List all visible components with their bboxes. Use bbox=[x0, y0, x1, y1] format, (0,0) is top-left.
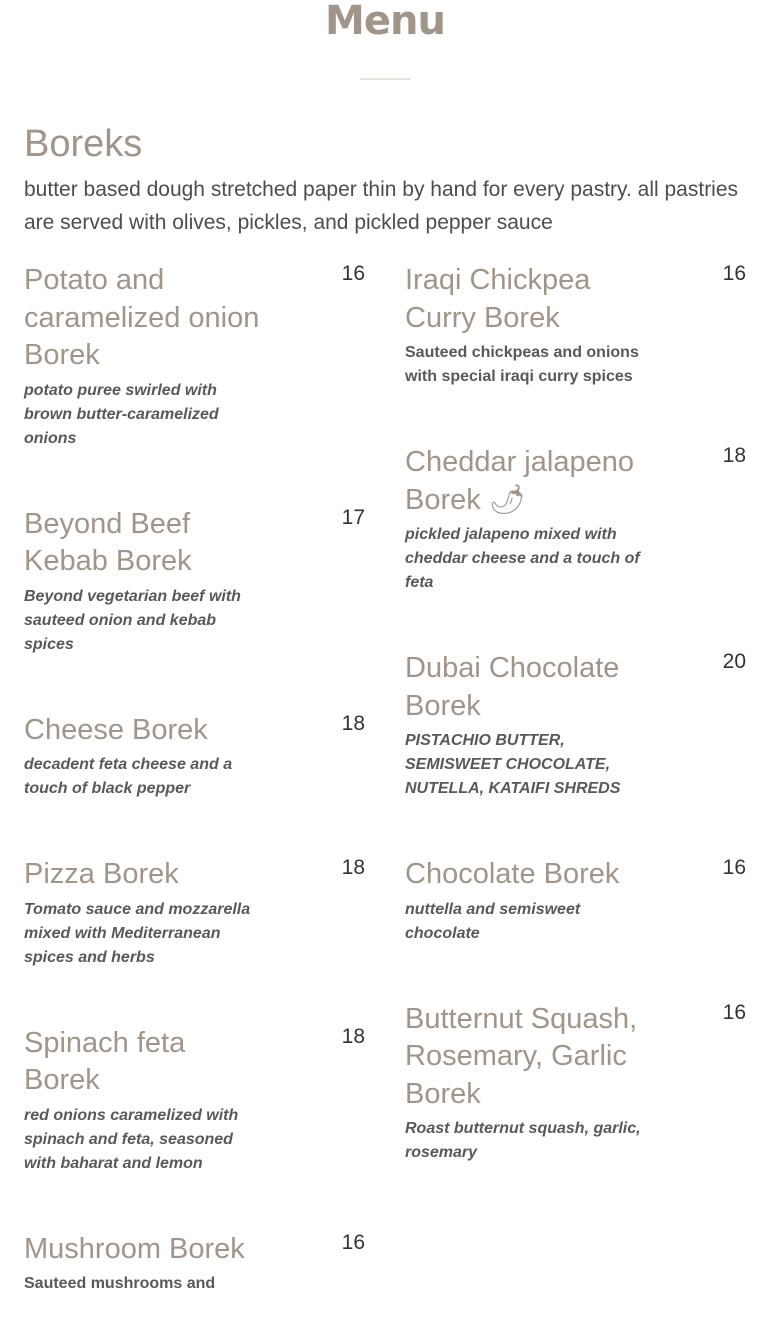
item-name: Iraqi Chickpea Curry Borek bbox=[405, 264, 591, 334]
item-price: 16 bbox=[341, 262, 365, 285]
section-title: Boreks bbox=[24, 123, 143, 165]
menu-column-right bbox=[405, 262, 746, 1165]
menu-item bbox=[24, 712, 365, 802]
item-name: Chocolate Borek bbox=[405, 858, 620, 890]
item-description: Sauteed mushrooms and bbox=[24, 1275, 216, 1292]
item-name: Dubai Chocolate Borek bbox=[405, 652, 620, 722]
item-description: potato puree swirled with brown butter-caramelized onions bbox=[24, 381, 219, 447]
item-name: Cheese Borek bbox=[24, 713, 208, 746]
item-price: 16 bbox=[722, 1000, 746, 1024]
item-name: Spinach feta Borek bbox=[24, 1026, 186, 1096]
item-price: 16 bbox=[722, 262, 746, 285]
menu-column-left bbox=[24, 262, 365, 1296]
item-description: Tomato sauce and mozzarella mixed with Mediterranean spices and herbs bbox=[24, 900, 251, 966]
item-description: Roast butternut squash, garlic, rosemary bbox=[405, 1120, 641, 1161]
item-description: Beyond vegetarian beef with sauteed onion and kebab spices bbox=[24, 587, 241, 653]
page-title: Menu bbox=[325, 0, 445, 44]
item-name: Pizza Borek bbox=[24, 858, 179, 890]
item-name: Potato and caramelized onion Borek bbox=[24, 264, 260, 371]
item-description: Sauteed chickpeas and onions with special iraqi curry spices bbox=[405, 344, 639, 385]
item-price: 18 bbox=[722, 444, 746, 467]
item-price: 18 bbox=[341, 856, 365, 879]
item-price: 17 bbox=[341, 505, 365, 529]
menu-item bbox=[24, 856, 365, 970]
item-price: 18 bbox=[341, 1024, 365, 1048]
menu-item bbox=[24, 1231, 365, 1297]
menu-item bbox=[24, 1025, 365, 1176]
item-description: decadent feta cheese and a touch of black pepper bbox=[24, 756, 233, 797]
item-price: 18 bbox=[341, 711, 365, 735]
item-name: Butternut Squash, Rosemary, Garlic Borek bbox=[405, 1002, 638, 1110]
menu-item bbox=[405, 856, 746, 946]
title-divider bbox=[360, 78, 410, 80]
menu-item bbox=[405, 1001, 746, 1166]
item-price: 16 bbox=[722, 856, 746, 879]
menu-item bbox=[405, 262, 746, 389]
menu-item bbox=[405, 444, 746, 595]
item-name: Mushroom Borek bbox=[24, 1232, 245, 1265]
item-description: PISTACHIO BUTTER, SEMISWEET CHOCOLATE, NUTELLA, KATAIFI SHREDS bbox=[405, 732, 621, 797]
item-description: red onions caramelized with spinach and feta, seasoned with baharat and lemon bbox=[24, 1106, 239, 1172]
item-description: pickled jalapeno mixed with cheddar cheese and a touch of feta bbox=[405, 526, 640, 591]
menu-item bbox=[24, 506, 365, 657]
menu-item bbox=[405, 650, 746, 801]
menu-item bbox=[24, 262, 365, 451]
item-name: Beyond Beef Kebab Borek bbox=[24, 507, 192, 577]
section-description: butter based dough stretched paper thin by hand for every pastry. all pastries are served with olives, pickles, and pickled pepper sauce bbox=[24, 178, 739, 234]
item-description: nuttella and semisweet chocolate bbox=[405, 900, 581, 942]
item-name: Cheddar jalapeno Borek 🌶 bbox=[405, 446, 634, 516]
item-price: 20 bbox=[722, 650, 746, 673]
item-price: 16 bbox=[341, 1230, 365, 1254]
